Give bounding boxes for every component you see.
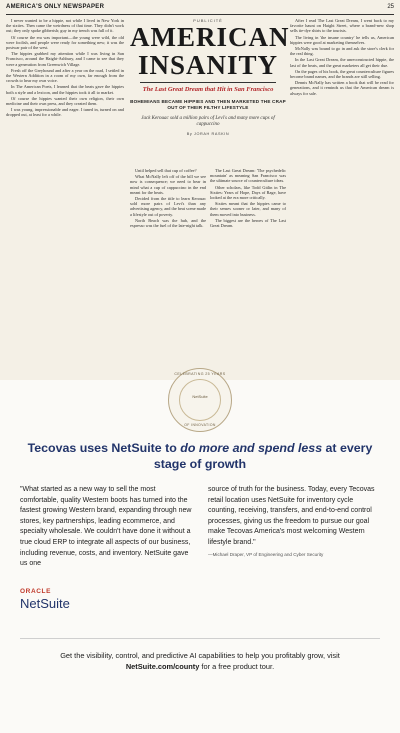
article-column-4 bbox=[290, 18, 394, 376]
divider bbox=[20, 638, 380, 639]
paragraph: Other scholars, like Todd Gitlin in The Sixties: Years of Hope, Days of Rage, have looked at the era more critically. bbox=[210, 184, 286, 201]
paragraph: I never wanted to be a hippie, not while I lived in New York in the sixties. Then came the weirdness of that time. They didn't work out; they only spoke gibberish; guy in my trench was full of it. bbox=[6, 18, 124, 34]
ad-headline bbox=[20, 440, 380, 472]
badge-inner-ring bbox=[179, 379, 221, 421]
kicker: PUBLICITÉ bbox=[193, 18, 223, 23]
badge-ring-bottom-text: OF INNOVATION bbox=[184, 423, 216, 427]
oracle-netsuite-logo bbox=[20, 588, 80, 628]
ad-headline-emphasis: do more and spend less bbox=[180, 441, 323, 455]
badge-center-text: NetSuite bbox=[192, 394, 208, 399]
paragraph: What McNally left off of the bill we see now is consequence; we need to bear in mind what a cup of cappuccino in the end meant for the beats. bbox=[130, 174, 206, 195]
page-number: 25 bbox=[387, 4, 394, 10]
paragraph: The Last Great Dream: 'The psychedelic mountain' as meaning San Francisco was the ultimate source of counterculture ideas. bbox=[210, 168, 286, 184]
article-column-2 bbox=[130, 168, 206, 376]
anniversary-badge bbox=[168, 368, 232, 432]
section-name: AMERICA'S ONLY NEWSPAPER bbox=[6, 4, 105, 10]
paragraph: Decided from the title to learn Kerouac sold more pairs of Levi's than any advertising agency, and the beat scene made a lifestyle out of poverty. bbox=[130, 196, 206, 217]
cta-text: Get the visibility, control, and predictive AI capabilities to help you profitably grow, visit bbox=[60, 651, 340, 660]
article-dek-italic: Jack Kerouac sold a million pairs of Levi's and many more cups of cappuccino bbox=[141, 116, 275, 127]
paragraph: North Beach was the hub, and the espresso was the fuel of the late-night talk. bbox=[130, 217, 206, 229]
ad-call-to-action bbox=[30, 651, 370, 672]
ad-headline-part: at every stage of growth bbox=[153, 441, 373, 471]
oracle-wordmark: ORACLE bbox=[20, 588, 52, 595]
badge-ring-top-text: CELEBRATING 25 YEARS bbox=[174, 372, 226, 376]
paragraph: The living in 'the insane country' he tells us, American hippies were good at marketing themselves. bbox=[290, 34, 394, 45]
testimonial-attribution: —Michael Draper, VP of Engineering and Cyber Security bbox=[208, 551, 324, 557]
testimonial-column-2 bbox=[208, 485, 380, 560]
cta-link[interactable]: NetSuite.com/county bbox=[125, 661, 200, 671]
article-deck: BOHEMIANS BECAME HIPPIES AND THEN MARKETED THE CRAP OUT OF THEIR FILTHY LIFESTYLE bbox=[130, 99, 286, 110]
paragraph: Of course the hippies wanted their own religion, their own medicine and their own press, and they created them. bbox=[6, 95, 124, 107]
byline: By JORAH RASKIN bbox=[186, 132, 230, 136]
paragraph: I was young, impressionable and eager. I tuned in, turned on and dropped out, at least for a while. bbox=[6, 107, 124, 118]
divider bbox=[140, 82, 276, 83]
page-header bbox=[6, 4, 394, 15]
article-title-line-1: AMERICAN bbox=[130, 22, 290, 52]
paragraph: The hippies grabbed my attention while I was living in San Francisco, around the Haight-Ashbury, and I came to see that they were a generation from Greenwich Village. bbox=[6, 51, 124, 67]
testimonial-column-1: "What started as a new way to sell the most comfortable, quality Western boots has turned into the fastest growing Western brand, expanding through new stores, key partnerships, leading ecommerce, and specialty wholesale. We couldn't have done it without a true cloud ERP to integrate all aspects of our business, including revenue, costs, and inventory. NetSuite gave us one bbox=[20, 486, 192, 568]
paragraph: In The American Poets, I learned that the beats gave the hippies both a style and a lexicon, and the hippies took it all to market. bbox=[6, 84, 124, 95]
article-title-line-2: INSANITY bbox=[137, 50, 279, 80]
netsuite-wordmark: NetSuite bbox=[20, 596, 70, 611]
paragraph: The biggest are the heroes of The Last Great Dream. bbox=[210, 217, 286, 229]
paragraph: Fresh off the Greyhound and after a year on the road, I settled in the Western Addition in a room of my own, far enough from the crowds to hear my own voice. bbox=[6, 67, 124, 84]
article-subtitle: The Last Great Dream that Hit in San Francisco bbox=[142, 86, 274, 93]
paragraph: After I read The Last Great Dream, I went back to my favorite haunt on Haight Street, where a brand-new shop sells tie-dye shirts to the tourists. bbox=[290, 18, 394, 34]
paragraph: On the pages of his book, the great counterculture figures become brand names, and the brands are still selling. bbox=[290, 68, 394, 80]
ad-headline-part: Tecovas uses NetSuite to bbox=[27, 441, 181, 455]
testimonial-text: source of truth for the business. Today, every Tecovas retail location uses NetSuite for inventory cycle counting, receiving, transfers, and end-to-end control processes, giving us the freedom to pursue our goal make Tecovas America's most welcoming Western lifestyle brand." bbox=[208, 486, 375, 546]
paragraph: Dennis McNally has written a book that will be read for generations, and it reminds us that the American dream is always for sale. bbox=[290, 80, 394, 96]
article-headline-block bbox=[130, 18, 290, 136]
article-column-3 bbox=[210, 168, 286, 376]
paragraph: Until helped sell that cup of coffee? bbox=[135, 168, 197, 173]
paragraph: Sixties meant that the hippies came to their senses sooner or later, and many of them moved into business. bbox=[210, 201, 286, 217]
article-column-1 bbox=[6, 18, 124, 376]
paragraph: Of course the era was important—the young were wild, the old were foolish, and people were ready for something new; it was the postwar pair of the west. bbox=[6, 34, 124, 51]
cta-text: for a free product tour. bbox=[199, 661, 275, 671]
paragraph: McNally was bound to go in and ask the store's clerk for the real thing. bbox=[290, 46, 394, 57]
paragraph: In the Last Great Dream, the unreconstructed hippie, the last of the beats, and the great marketers all get their due. bbox=[290, 57, 394, 68]
